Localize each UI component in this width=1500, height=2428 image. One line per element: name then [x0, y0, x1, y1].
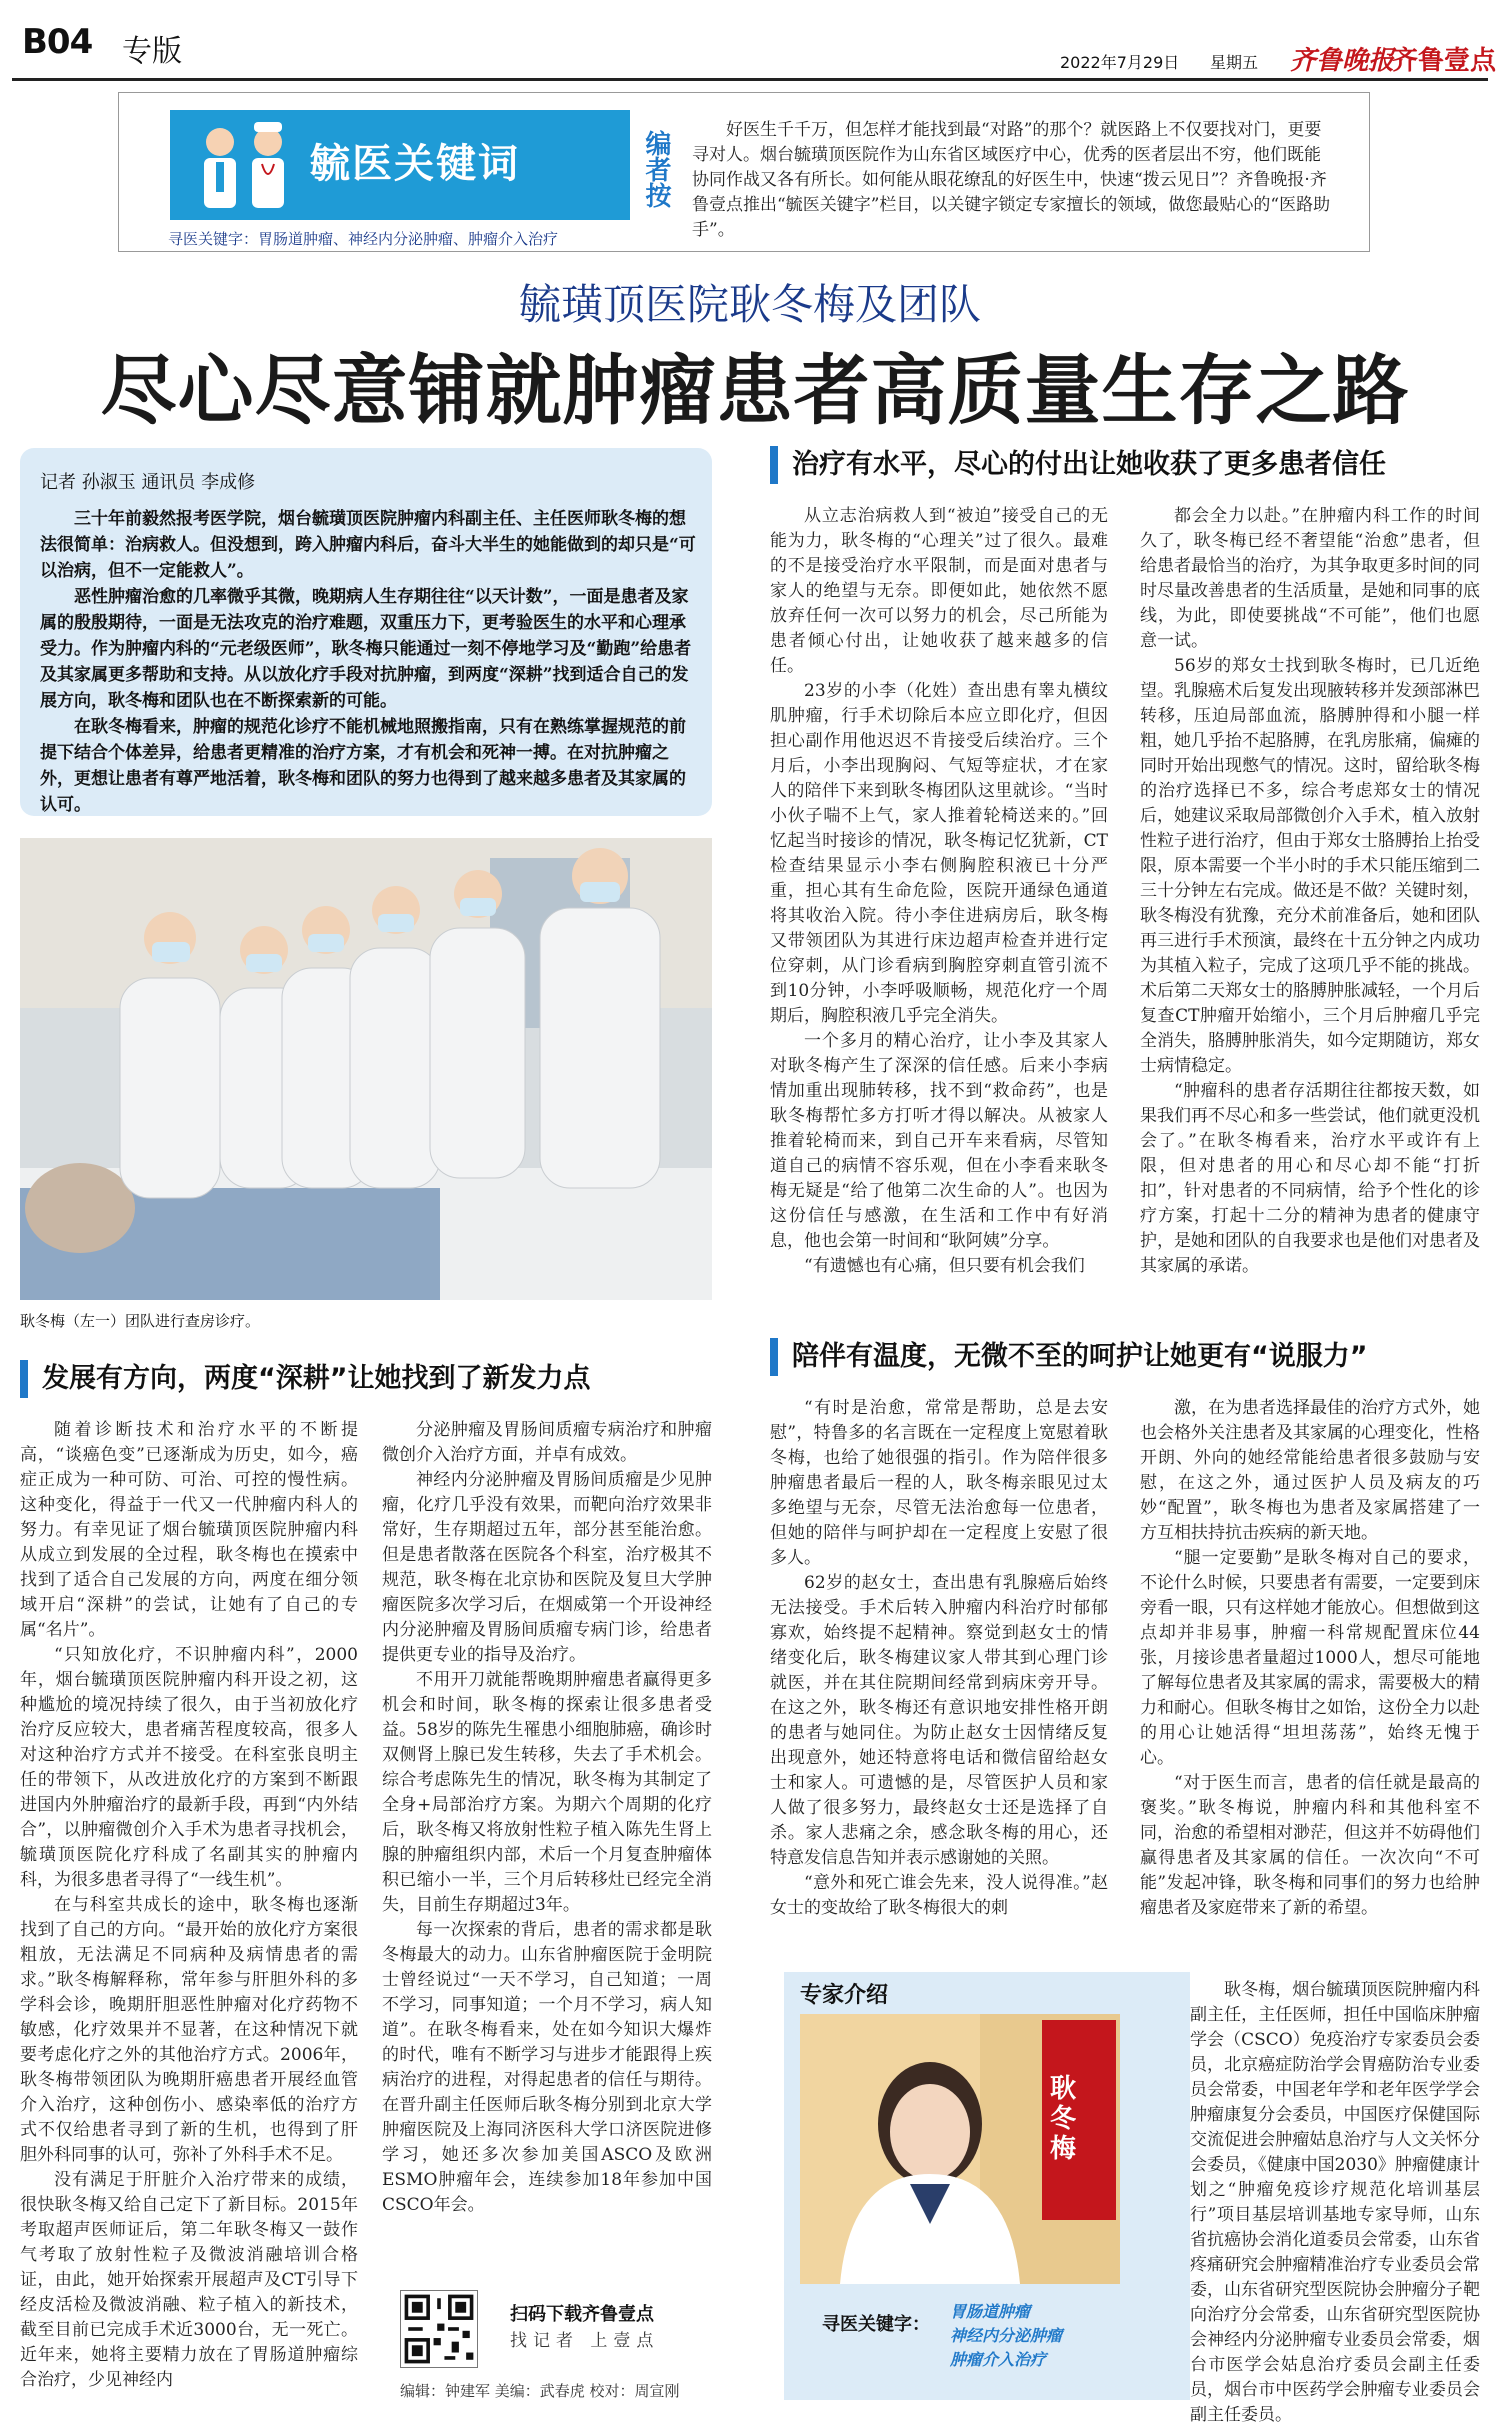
- paragraph: “对于医生而言，患者的信任就是最高的褒奖。”耿冬梅说，肿瘤内科和其他科室不同，治愈的希望相对渺茫，但这并不妨碍他们赢得患者及其家属的信任。一次次向“不可能”发起冲锋，耿冬梅和同事们的努力也给肿瘤患者及家庭带来了新的希望。: [1140, 1773, 1480, 1918]
- editor-credits: 编辑：钟建军 美编：武春虎 校对：周宣刚: [400, 2382, 680, 2400]
- lead-text: [40, 506, 696, 818]
- ward-round-photo: [20, 838, 712, 1300]
- section-name: 专版: [122, 34, 182, 69]
- paragraph: 62岁的赵女士，查出患有乳腺癌后始终无法接受。手术后转入肿瘤内科治疗时郁郁寡欢，始终提不起精神。察觉到赵女士的情绪变化后，耿冬梅建议家人带其到心理门诊就医，并在其住院期间经常到病床旁开导。在这之外，耿冬梅还有意识地安排性格开朗的患者与她同住。为防止赵女士因情绪反复出现意外，她还特意将电话和微信留给赵女士和家人。可遗憾的是，尽管医护人员和家人做了很多努力，最终赵女士还是选择了自杀。家人悲痛之余，感念耿冬梅的用心，还特意发信息告知并表示感谢她的关照。: [770, 1573, 1108, 1868]
- article-headline: 尽心尽意铺就肿瘤患者高质量生存之路: [100, 346, 1410, 435]
- banner-title: 毓医关键词: [310, 141, 520, 187]
- editor-note-label: 编者按: [641, 130, 671, 208]
- banner-keywords: 寻医关键字：胃肠道肿瘤、神经内分泌肿瘤、肿瘤介入治疗: [168, 230, 559, 248]
- paragraph: 都会全力以赴。”在肿瘤内科工作的时间久了，耿冬梅已经不奢望能“治愈”患者，但给患者最恰当的治疗，为其争取更多时间的同时尽量改善患者的生活质量，是她和同事的底线，为此，即使要挑战“不可能”，他们也愿意一试。: [1140, 506, 1480, 651]
- lead-paragraph: 在耿冬梅看来，肿瘤的规范化诊疗不能机械地照搬指南，只有在熟练掌握规范的前提下结合个体差异，给患者更精准的治疗方案，才有机会和死神一搏。在对抗肿瘤之外，更想让患者有尊严地活着，耿冬梅和团队的努力也得到了越来越多患者及其家属的认可。: [40, 717, 686, 815]
- paragraph: 没有满足于肝脏介入治疗带来的成绩，很快耿冬梅又给自己定下了新目标。2015年考取超声医师证后，第二年耿冬梅又一鼓作气考取了放射性粒子及微波消融培训合格证，由此，她开始探索开展超声及CT引导下经皮活检及微波消融、粒子植入的新技术，截至目前已完成手术近3000台，无一死亡。近年来，她将主要精力放在了胃肠道肿瘤综合治疗，少见神经内: [20, 2170, 358, 2390]
- paragraph: “有遗憾也有心痛，但只要有机会我们: [804, 1256, 1085, 1276]
- doctors-illustration-icon: [190, 112, 300, 220]
- paragraph: 分泌肿瘤及胃肠间质瘤专病治疗和肿瘤微创介入治疗方面，并卓有成效。: [382, 1420, 712, 1465]
- article-column: [382, 1418, 712, 2218]
- photo-caption: 耿冬梅（左一）团队进行查房诊疗。: [20, 1312, 261, 1330]
- issue-weekday: 星期五: [1210, 53, 1259, 72]
- issue-date: 2022年7月29日: [1060, 53, 1180, 72]
- paragraph: “肿瘤科的患者存活期往往都按天数，如果我们再不尽心和多一些尝试，他们就更没机会了。”在耿冬梅看来，治疗水平或许有上限，但对患者的用心和尽心却不能“打折扣”，针对患者的不同病情，给予个性化的诊疗方案，打起十二分的精神为患者的健康守护，是她和团队的自我要求也是他们对患者及其家属的承诺。: [1140, 1081, 1480, 1276]
- editor-note: 好医生千千万，但怎样才能找到最“对路”的那个？就医路上不仅要找对门，更要寻对人。烟台毓璜顶医院作为山东省区域医疗中心，优秀的医者层出不穷，他们既能协同作战又各有所长。如何能从眼花缭乱的好医生中，快速“拨云见日”？齐鲁晚报·齐鲁壹点推出“毓医关键字”栏目，以关键字锁定专家擅长的领域，做您最贴心的“医路助手”。: [692, 120, 1331, 240]
- article-subtitle: 毓璜顶医院耿冬梅及团队: [518, 280, 981, 329]
- byline: 记者 孙淑玉 通讯员 李成修: [40, 472, 256, 493]
- paragraph: 56岁的郑女士找到耿冬梅时，已几近绝望。乳腺癌术后复发出现腋转移并发颈部淋巴转移，压迫局部血流，胳膊肿得和小腿一样粗，她几乎抬不起胳膊，在乳房胀痛，偏瘫的同时开始出现憋气的情况。这时，留给耿冬梅的治疗选择已不多，综合考虑郑女士的情况后，她建议采取局部微创介入手术，植入放射性粒子进行治疗，但由于郑女士胳膊抬上抬受限，原本需要一个半小时的手术只能压缩到二三十分钟左右完成。做还是不做？关键时刻，耿冬梅没有犹豫，充分术前准备后，她和团队再三进行手术预演，最终在十五分钟之内成功为其植入粒子，完成了这项几乎不能的挑战。术后第二天郑女士的胳膊肿胀减轻，一个月后复查CT肿瘤开始缩小，三个月后肿瘤几乎完全消失，胳膊肿胀消失，如今定期随访，郑女士病情稳定。: [1140, 656, 1480, 1076]
- paragraph: 从立志治病救人到“被迫”接受自己的无能为力，耿冬梅的“心理关”过了很久。最难的不是接受治疗水平限制，而是面对患者与家人的绝望与无奈。即便如此，她依然不愿放弃任何一次可以努力的机会，尽己所能为患者倾心付出，让她收获了越来越多的信任。: [770, 506, 1108, 676]
- expert-keywords: [950, 2300, 1062, 2372]
- paragraph: 一个多月的精心治疗，让小李及其家人对耿冬梅产生了深深的信任感。后来小李病情加重出现肺转移，找不到“救命药”，也是耿冬梅帮忙多方打听才得以解决。从被家人推着轮椅而来，到自己开车来看病，尽管知道自己的病情不容乐观，但在小李看来耿冬梅无疑是“给了他第二次生命的人”。也因为这份信任与感激，在生活和工作中有好消息，他也会第一时间和“耿阿姨”分享。: [770, 1031, 1108, 1251]
- masthead-logo-2: 齐鲁壹点: [1392, 46, 1497, 76]
- expert-title: 专家介绍: [800, 1983, 889, 2008]
- article-column: [20, 1418, 358, 2393]
- paragraph: 神经内分泌肿瘤及胃肠间质瘤是少见肿瘤，化疗几乎没有效果，而靶向治疗效果非常好，生存期超过五年，部分甚至能治愈。但是患者散落在医院各个科室，治疗极其不规范，耿冬梅在北京协和医院及复旦大学肿瘤医院多次学习后，在烟威第一个开设神经内分泌肿瘤及胃肠间质瘤专病门诊，给患者提供更专业的指导及治疗。: [382, 1470, 712, 1665]
- paragraph: “腿一定要勤”是耿冬梅对自己的要求，不论什么时候，只要患者有需要，一定要到床旁看一眼，只有这样她才能放心。但想做到这点却并非易事，肿瘤一科常规配置床位44张，月接诊患者量超过1000人，想尽可能地了解每位患者及其家属的需求，需要极大的精力和耐心。但耿冬梅甘之如饴，这份全力以赴的用心让她活得“坦坦荡荡”，始终无愧于心。: [1140, 1548, 1480, 1768]
- qr-title: 扫码下载齐鲁壹点: [510, 2304, 654, 2325]
- paragraph: 激，在为患者选择最佳的治疗方式外，她也会格外关注患者及其家属的心理变化，性格开朗、外向的她经常能给患者很多鼓励与安慰，在这之外，通过医护人员及病友的巧妙“配置”，耿冬梅也为患者及家属搭建了一方互相扶持抗击疾病的新天地。: [1140, 1398, 1480, 1543]
- expert-keyword: 神经内分泌肿瘤: [950, 2326, 1063, 2345]
- paragraph: 23岁的小李（化姓）查出患有睾丸横纹肌肿瘤，行手术切除后本应立即化疗，但因担心副作用他迟迟不肯接受后续治疗。三个月后，小李出现胸闷、气短等症状，才在家人的陪伴下来到耿冬梅团队这里就诊。“当时小伙子喘不上气，家人推着轮椅送来的。”回忆起当时接诊的情况，耿冬梅记忆犹新，CT检查结果显示小李右侧胸腔积液已十分严重，担心其有生命危险，医院开通绿色通道将其收治入院。待小李住进病房后，耿冬梅又带领团队为其进行床边超声检查并进行定位穿刺，从门诊看病到胸腔穿刺直管引流不到10分钟，小李呼吸顺畅，规范化疗一个周期后，胸腔积液几乎完全消失。: [770, 681, 1108, 1026]
- paragraph: 不用开刀就能帮晚期肿瘤患者赢得更多机会和时间，耿冬梅的探索让很多患者受益。58岁的陈先生罹患小细胞肺癌，确诊时双侧肾上腺已发生转移，失去了手术机会。综合考虑陈先生的情况，耿冬梅为其制定了全身+局部治疗方案。为期六个周期的化疗后，耿冬梅又将放射性粒子植入陈先生肾上腺的肿瘤组织内部，术后一个月复查肿瘤体积已缩小一半，三个月后转移灶已经完全消失，目前生存期超过3年。: [382, 1670, 712, 1915]
- article-column: [770, 504, 1108, 1279]
- paragraph: 在与科室共成长的途中，耿冬梅也逐渐找到了自己的方向。“最开始的放化疗方案很粗放，无法满足不同病种及病情患者的需求。”耿冬梅解释称，常年参与肝胆外科的多学科会诊，晚期肝胆恶性肿瘤对化疗药物不敏感，化疗效果并不显著，在这种情况下就要考虑化疗之外的其他治疗方式。2006年，耿冬梅带领团队为晚期肝癌患者开展经血管介入治疗，这种创伤小、感染率低的治疗方式不仅给患者寻到了新的生机，也得到了肝胆外科同事的认可，弥补了外科手术不足。: [20, 1895, 358, 2165]
- section-heading: 治疗有水平，尽心的付出让她收获了更多患者信任: [770, 446, 1386, 484]
- expert-bio: 耿冬梅，烟台毓璜顶医院肿瘤内科副主任，主任医师，担任中国临床肿瘤学会（CSCO）免疫治疗专家委员会委员，北京癌症防治学会胃癌防治专业委员会常委，中国老年学和老年医学学会肿瘤康复分会委员，中国医疗保健国际交流促进会肿瘤姑息治疗与人文关怀分会委员，《健康中国2030》肿瘤健康计划之“肿瘤免疫诊疗规范化培训基层行”项目基层培训基地专家导师，山东省抗癌协会消化道委员会常委，山东省疼痛研究会肿瘤精准治疗专业委员会常委，山东省研究型医院协会肿瘤分子靶向治疗分会常委，山东省研究型医院协会神经内分泌肿瘤专业委员会常委，烟台市医学会姑息治疗委员会副主任委员，烟台市中医药学会肿瘤专业委员会副主任委员。: [1190, 1980, 1480, 2425]
- masthead-logo: 齐鲁晚报: [1290, 46, 1395, 76]
- section-heading: 陪伴有温度，无微不至的呵护让她更有“说服力”: [770, 1338, 1368, 1376]
- paragraph: “只知放化疗，不识肿瘤内科”，2000年，烟台毓璜顶医院肿瘤内科开设之初，这种尴尬的境况持续了很久，由于当初放化疗治疗反应较大，患者痛苦程度较高，很多人对这种治疗方式并不接受。在科室张良明主任的带领下，从改进放化疗的方案到不断跟进国内外肿瘤治疗的最新手段，再到“内外结合”，以肿瘤微创介入手术为患者寻找机会，毓璜顶医院化疗科成了名副其实的肿瘤内科，为很多患者寻得了“一线生机”。: [20, 1645, 358, 1890]
- article-column: [1140, 1396, 1480, 1921]
- paragraph: 每一次探索的背后，患者的需求都是耿冬梅最大的动力。山东省肿瘤医院于金明院士曾经说过“一天不学习，自己知道；一周不学习，同事知道；一个月不学习，病人知道”。在耿冬梅看来，处在如今知识大爆炸的时代，唯有不断学习与进步才能跟得上疾病治疗的进程，对得起患者的信任与期待。在晋升副主任医师后耿冬梅分别到北京大学肿瘤医院及上海同济医科大学口济医院进修学习，她还多次参加美国ASCO及欧洲ESMO肿瘤年会，连续参加18年参加中国CSCO年会。: [382, 1920, 712, 2215]
- expert-keyword: 胃肠道肿瘤: [950, 2302, 1031, 2321]
- qr-subtitle: 找记者 上壹点: [510, 2331, 660, 2351]
- paragraph: “意外和死亡谁会先来，没人说得准。”赵女士的变故给了耿冬梅很大的刺: [770, 1873, 1108, 1918]
- section-heading: 发展有方向，两度“深耕”让她找到了新发力点: [20, 1360, 591, 1398]
- paragraph: 随着诊断技术和治疗水平的不断提高，“谈癌色变”已逐渐成为历史，如今，癌症正成为一种可防、可治、可控的慢性病。这种变化，得益于一代又一代肿瘤内科人的努力。有幸见证了烟台毓璜顶医院肿瘤内科从成立到发展的全过程，耿冬梅也在摸索中找到了适合自己发展的方向，两度在细分领域开启“深耕”的尝试，让她有了自己的专属“名片”。: [20, 1420, 358, 1640]
- expert-keyword: 肿瘤介入治疗: [950, 2350, 1047, 2369]
- paragraph: “有时是治愈，常常是帮助，总是去安慰”，特鲁多的名言既在一定程度上宽慰着耿冬梅，也给了她很强的指引。作为陪伴很多肿瘤患者最后一程的人，耿冬梅亲眼见过太多绝望与无奈，尽管无法治愈每一位患者，但她的陪伴与呵护却在一定程度上安慰了很多人。: [770, 1398, 1108, 1568]
- page-number: B04: [22, 22, 93, 62]
- qr-code-icon[interactable]: [400, 2290, 478, 2368]
- page-header: [12, 10, 1488, 78]
- expert-name: 耿冬梅: [1050, 2074, 1077, 2164]
- article-column: [770, 1396, 1108, 1921]
- header-rule: [12, 78, 1488, 81]
- expert-key-label: 寻医关键字：: [822, 2314, 930, 2335]
- lead-paragraph: 三十年前毅然报考医学院，烟台毓璜顶医院肿瘤内科副主任、主任医师耿冬梅的想法很简单：治病救人。但没想到，跨入肿瘤内科后，奋斗大半生的她能做到的却只是“可以治病，但不一定能救人”。: [40, 509, 696, 581]
- lead-paragraph: 恶性肿瘤治愈的几率微乎其微，晚期病人生存期往往“以天计数”，一面是患者及家属的殷殷期待，一面是无法攻克的治疗难题，双重压力下，更考验医生的水平和心理承受力。作为肿瘤内科的“元老级医师”，耿冬梅只能通过一刻不停地学习及“勤跑”给患者及其家属更多帮助和支持。从以放化疗手段对抗肿瘤，到两度“深耕”找到适合自己的发展方向，耿冬梅和团队也在不断探索新的可能。: [40, 587, 692, 711]
- article-column: [1140, 504, 1480, 1279]
